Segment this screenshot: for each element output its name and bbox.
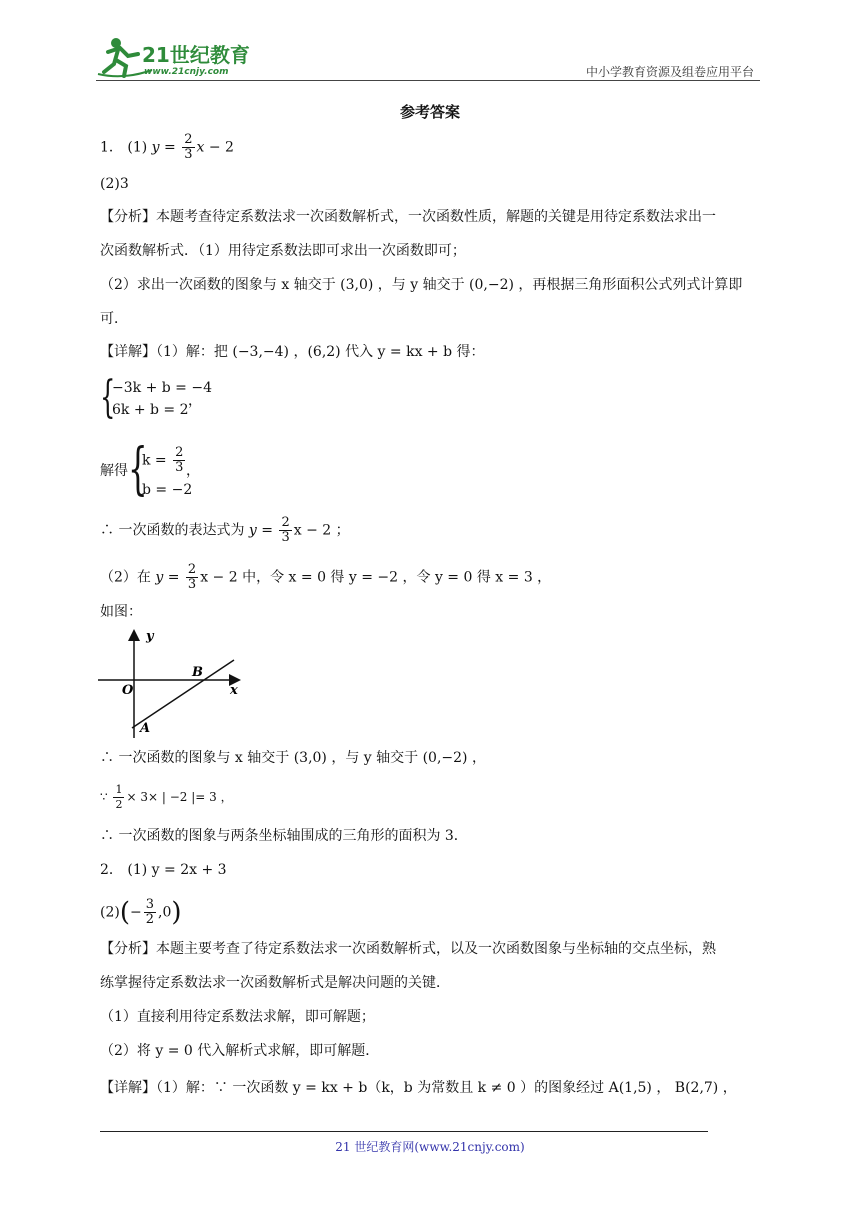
q2-answer-part1: 2． (1) y = 2x + 3 (100, 862, 227, 878)
y-axis-label: y (146, 629, 154, 644)
q2-analysis-line-1: 【分析】本题主要考查了待定系数法求一次函数解析式，以及一次函数图象与坐标轴的交点坐标，熟 (100, 941, 716, 957)
site-logo (94, 34, 259, 80)
as-figure-label: 如图： (100, 604, 142, 620)
q1-analysis-line-2: 次函数解析式．（1）用待定系数法即可求出一次函数即可； (100, 243, 466, 259)
left-brace-icon: { (100, 372, 116, 423)
q1-conclusion-expression: ∴ 一次函数的表达式为 y = $\frac{2}{3}$ x − 2 ； (100, 515, 350, 545)
page-title: 参考答案 (399, 103, 460, 121)
svg-text:21世纪教育: 21世纪教育 (142, 43, 250, 67)
q1-analysis-line-1: 【分析】本题考查待定系数法求一次函数解析式，一次函数性质，解题的关键是用待定系数法求出一 (100, 209, 716, 225)
point-b-label: B (192, 665, 203, 680)
q1-intersection-line: ∴ 一次函数的图象与 x 轴交于 (3,0) ，与 y 轴交于 (0,−2) ， (100, 750, 486, 766)
origin-label: O (122, 683, 134, 698)
q1-analysis-line-4: 可． (100, 311, 128, 327)
q1-answer-part1: 1． (1) y = $\frac{2}{3}$ x − 2 (100, 132, 234, 162)
linear-function-graph (96, 628, 246, 738)
point-a-label: A (140, 721, 151, 736)
equation-system-2: 解得 { k = $\frac{2}{3}$ b = −2 ， (100, 437, 200, 502)
fraction-two-thirds: $\frac{2}{3}$ (184, 132, 193, 162)
q1-detail-line-1: 【详解】（1）解：把 (−3,−4) ，(6,2) 代入 y = kx + b 得： (100, 344, 485, 360)
svg-text:www.21cnjy.com: www.21cnjy.com (144, 67, 229, 77)
q1-final-line: ∴ 一次函数的图象与两条坐标轴围成的三角形的面积为 3． (100, 828, 468, 844)
x-axis-label: x (230, 683, 238, 698)
footer-text: 21 世纪教育网(www.21cnjy.com) (335, 1140, 525, 1154)
footer-divider (100, 1131, 708, 1132)
header-divider (96, 80, 760, 81)
q1-analysis-line-3: （2）求出一次函数的图象与 x 轴交于 (3,0) ，与 y 轴交于 (0,−2) ，再根据三角形面积公式列式计算即 (100, 277, 743, 293)
q2-step-1: （1）直接利用待定系数法求解，即可解题； (100, 1009, 375, 1025)
q1-part2-line: （2）在 y = $\frac{2}{3}$ x − 2 中，令 x = 0 得 y = −2 ，令 y = 0 得 x = 3 ， (100, 562, 552, 592)
equation-system-1: { −3k + b = −4 6k + b = 2 ， (100, 372, 212, 423)
function-line (132, 660, 234, 728)
site-name: 中小学教育资源及组卷应用平台 (585, 65, 754, 79)
q2-detail-line-1: 【详解】（1）解：∵ 一次函数 y = kx + b（k，b 为常数且 k ≠ 0 ）的图象经过 A(1,5) ， B(2,7) ， (100, 1080, 737, 1096)
q2-analysis-line-2: 练掌握待定系数法求一次函数解析式是解决问题的关键． (100, 975, 450, 991)
q2-step-2: （2）将 y = 0 代入解析式求解，即可解题． (100, 1043, 380, 1059)
left-brace-icon: { (128, 437, 148, 502)
q1-answer-part2: (2)3 (100, 176, 129, 192)
q2-answer-part2: (2)(− $\frac{3}{2}$ ,0) (100, 897, 182, 928)
q1-area-calc: ∵ $\frac{1}{2}$ × 3× | −2 |= 3 ， (100, 783, 233, 811)
